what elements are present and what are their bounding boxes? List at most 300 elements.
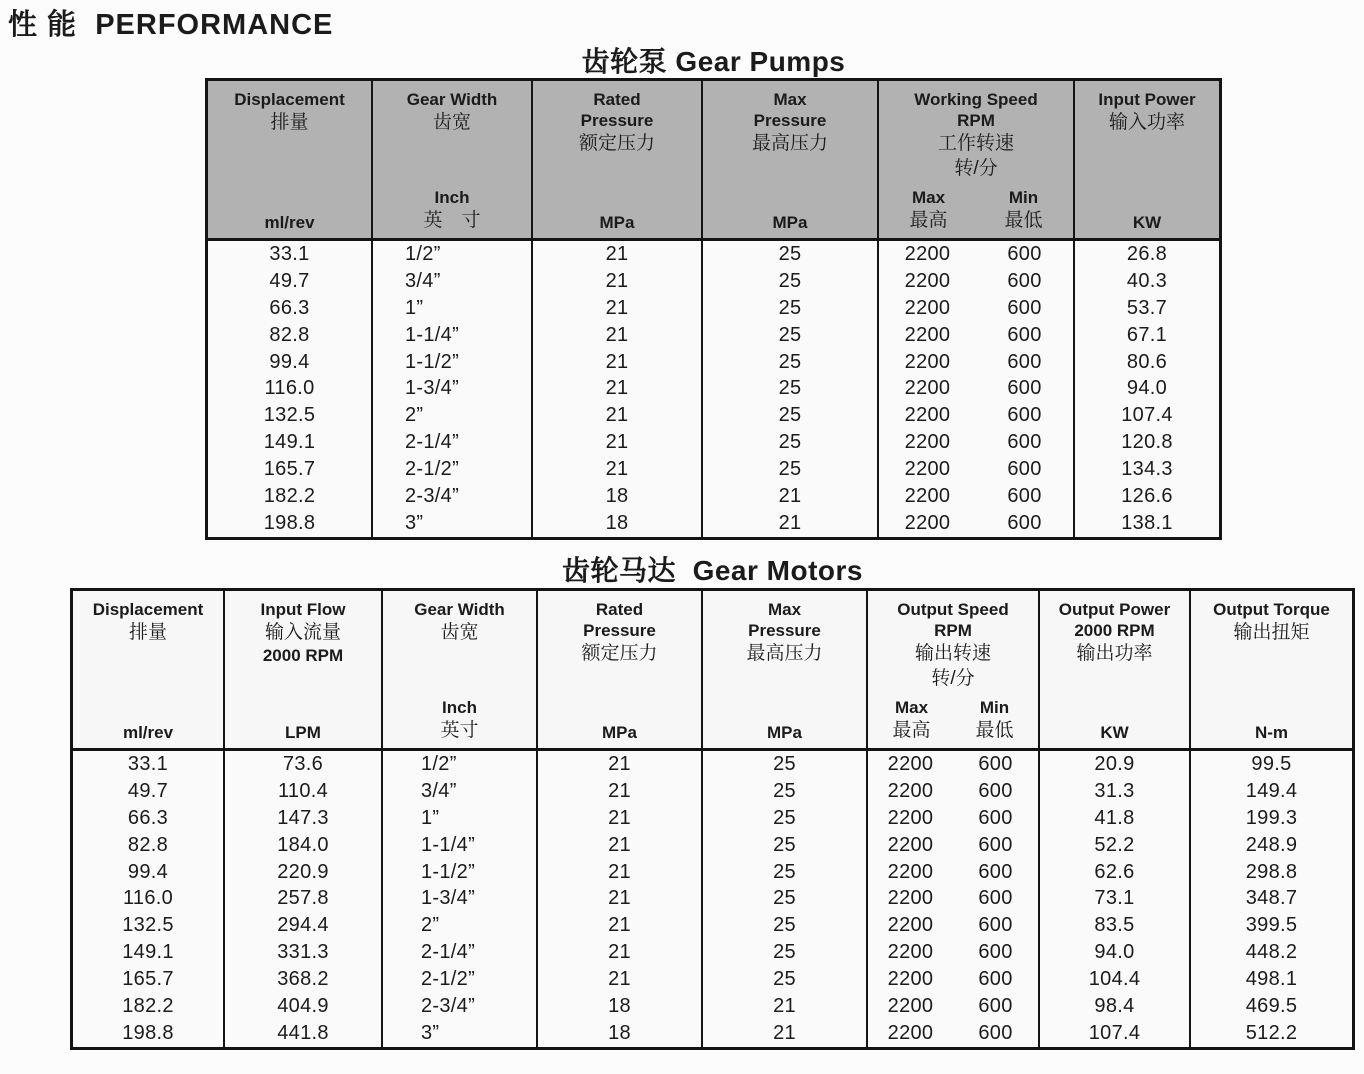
header-label: Pressure: [748, 621, 821, 640]
table-row: [208, 241, 1219, 268]
header-label: 最低: [1004, 210, 1043, 231]
cell-value: 2200: [887, 914, 934, 937]
header-label: 转/分: [954, 158, 998, 179]
cell-value: 2200: [904, 350, 951, 373]
table-row: [73, 912, 1352, 939]
cell-rated-pressure: 21: [533, 268, 703, 295]
cell-output-torque: 399.5: [1245, 914, 1298, 937]
cell-value: 2200: [887, 833, 934, 856]
cell-displacement: 82.8: [208, 322, 373, 349]
cell-input-power: 134.3: [1121, 458, 1173, 481]
cell-output-torque: 348.7: [1245, 887, 1298, 910]
table-row: [208, 510, 1219, 537]
header-rated-pressure: [538, 591, 703, 748]
cell-max-pressure: 25: [703, 376, 879, 403]
cell-value: 2200: [904, 512, 951, 535]
cell-value: 600: [978, 752, 1013, 775]
header-label: 额定压力: [581, 643, 658, 664]
cell-displacement: 99.4: [73, 859, 225, 886]
cell-displacement: 132.5: [208, 402, 373, 429]
cell-value: 600: [978, 1022, 1013, 1045]
cell-max-pressure: 21: [703, 993, 868, 1020]
cell-input-power: 120.8: [1121, 431, 1173, 454]
header-displacement: [73, 591, 225, 748]
cell-input-flow: 73.6: [225, 751, 383, 778]
header-label: Gear Width: [414, 600, 505, 619]
gear-pumps-title-en: Gear Pumps: [675, 46, 846, 77]
cell-output-power: 83.5: [1040, 912, 1191, 939]
cell-displacement: 149.1: [73, 939, 225, 966]
cell-input-power: 26.8: [1126, 242, 1168, 265]
header-output-torque: [1191, 591, 1352, 748]
page-title-en: PERFORMANCE: [95, 9, 334, 41]
cell-input-flow: 331.3: [225, 939, 383, 966]
header-label: Displacement: [92, 600, 204, 619]
header-rated-pressure: [533, 81, 703, 238]
gear-motors-title-en: Gear Motors: [692, 555, 863, 586]
cell-value: 600: [978, 779, 1013, 802]
table-row: [73, 993, 1352, 1020]
header-label: Min: [1008, 188, 1039, 207]
cell-displacement: 198.8: [73, 1020, 225, 1047]
cell-value: 2200: [904, 377, 951, 400]
cell-gear-width: 1-1/4”: [383, 832, 538, 859]
cell-input-flow: 147.3: [225, 805, 383, 832]
cell-gear-width: 3”: [383, 1020, 538, 1047]
cell-rated-pressure: 21: [533, 295, 703, 322]
table-row: [73, 832, 1352, 859]
cell-gear-width: 3/4”: [383, 778, 538, 805]
cell-value: 600: [978, 806, 1013, 829]
cell-value: 600: [978, 887, 1013, 910]
table-row: [208, 295, 1219, 322]
cell-gear-width: 2”: [373, 402, 533, 429]
header-label: 齿宽: [432, 112, 471, 133]
cell-max-pressure: 25: [703, 778, 868, 805]
cell-displacement: 49.7: [73, 778, 225, 805]
cell-input-power: 40.3: [1126, 269, 1168, 292]
header-label: Pressure: [580, 111, 654, 130]
cell-gear-width: 2-1/4”: [383, 939, 538, 966]
cell-value: 600: [978, 860, 1013, 883]
header-label: 转/分: [931, 668, 975, 689]
cell-value: 2200: [887, 995, 934, 1018]
gear-motors-title-zh: 齿轮马达: [561, 555, 676, 586]
header-unit: LPM: [285, 723, 321, 742]
cell-gear-width: 1-1/2”: [383, 859, 538, 886]
cell-gear-width: 2-1/2”: [383, 966, 538, 993]
cell-max-pressure: 25: [703, 241, 879, 268]
header-speed-min: [976, 187, 1071, 233]
header-label: 2000 RPM: [1074, 621, 1155, 640]
cell-value: 2200: [887, 887, 934, 910]
header-label: 最高: [909, 210, 948, 231]
cell-value: 600: [1007, 512, 1042, 535]
header-speed-max: [881, 187, 976, 233]
header-label: Min: [979, 698, 1010, 717]
cell-max-pressure: 25: [703, 322, 879, 349]
cell-max-pressure: 25: [703, 402, 879, 429]
cell-output-speed: [868, 859, 1040, 886]
cell-displacement: 66.3: [208, 295, 373, 322]
cell-rated-pressure: 18: [538, 993, 703, 1020]
cell-gear-width: 1-3/4”: [373, 376, 533, 403]
cell-input-power: 67.1: [1126, 323, 1168, 346]
cell-max-pressure: 25: [703, 966, 868, 993]
cell-value: 600: [1007, 377, 1042, 400]
cell-output-power: 41.8: [1040, 805, 1191, 832]
cell-rated-pressure: 21: [533, 376, 703, 403]
cell-max-pressure: 21: [703, 483, 879, 510]
cell-value: 600: [978, 968, 1013, 991]
cell-value: 2200: [904, 404, 951, 427]
gear-pumps-table: [205, 78, 1222, 540]
cell-rated-pressure: 18: [533, 510, 703, 537]
cell-input-power: 126.6: [1121, 485, 1173, 508]
cell-rated-pressure: 21: [533, 456, 703, 483]
cell-displacement: 132.5: [73, 912, 225, 939]
cell-displacement: 198.8: [208, 510, 373, 537]
cell-gear-width: 1-1/4”: [373, 322, 533, 349]
header-label: Pressure: [753, 111, 827, 130]
cell-max-pressure: 25: [703, 295, 879, 322]
cell-value: 2200: [904, 485, 951, 508]
table-row: [208, 268, 1219, 295]
cell-max-pressure: 25: [703, 456, 879, 483]
cell-working-speed: [879, 241, 1075, 268]
header-label: 输入功率: [1108, 112, 1185, 133]
cell-rated-pressure: 21: [533, 402, 703, 429]
cell-value: 2200: [904, 242, 951, 265]
header-speed-min: [953, 697, 1036, 743]
header-unit: MPa: [602, 723, 637, 742]
cell-working-speed: [879, 349, 1075, 376]
cell-output-torque: 199.3: [1245, 806, 1298, 829]
cell-max-pressure: 21: [703, 1020, 868, 1047]
cell-working-speed: [879, 429, 1075, 456]
header-unit: MPa: [767, 723, 802, 742]
cell-input-flow: 220.9: [225, 859, 383, 886]
header-unit: MPa: [599, 213, 635, 232]
header-label: RPM: [934, 621, 972, 640]
cell-output-power: 73.1: [1040, 886, 1191, 913]
table-row: [73, 778, 1352, 805]
header-label: 最低: [975, 720, 1014, 741]
header-label: 最高: [892, 720, 931, 741]
gear-pumps-title: [205, 40, 1222, 80]
header-label: 最高压力: [751, 133, 828, 154]
cell-output-torque: 248.9: [1245, 833, 1298, 856]
header-label: 输出扭矩: [1233, 622, 1310, 643]
cell-working-speed: [879, 483, 1075, 510]
cell-max-pressure: 21: [703, 510, 879, 537]
cell-rated-pressure: 21: [538, 939, 703, 966]
header-label: 输入流量: [264, 622, 341, 643]
header-output-power: [1040, 591, 1191, 748]
cell-rated-pressure: 18: [538, 1020, 703, 1047]
cell-input-flow: 257.8: [225, 886, 383, 913]
header-label: 排量: [270, 112, 309, 133]
cell-rated-pressure: 21: [538, 778, 703, 805]
cell-gear-width: 2-3/4”: [383, 993, 538, 1020]
cell-value: 2200: [904, 431, 951, 454]
cell-output-power: 98.4: [1040, 993, 1191, 1020]
header-label: 输出转速: [914, 643, 991, 664]
cell-input-flow: 110.4: [225, 778, 383, 805]
cell-output-speed: [868, 912, 1040, 939]
header-label: 额定压力: [578, 133, 655, 154]
cell-displacement: 149.1: [208, 429, 373, 456]
header-label: RPM: [957, 111, 995, 130]
cell-max-pressure: 25: [703, 912, 868, 939]
table-row: [73, 886, 1352, 913]
cell-displacement: 116.0: [73, 886, 225, 913]
cell-value: 2200: [904, 458, 951, 481]
cell-gear-width: 1-1/2”: [373, 349, 533, 376]
cell-rated-pressure: 21: [533, 241, 703, 268]
header-unit: ml/rev: [264, 213, 315, 232]
header-label: 工作转速: [937, 133, 1014, 154]
cell-input-flow: 441.8: [225, 1020, 383, 1047]
header-unit: MPa: [772, 213, 808, 232]
cell-gear-width: 1/2”: [383, 751, 538, 778]
cell-max-pressure: 25: [703, 268, 879, 295]
table-row: [73, 966, 1352, 993]
header-unit: KW: [1132, 213, 1162, 232]
page-title-zh: 性 能: [8, 9, 78, 41]
header-gear-width: [373, 81, 533, 238]
header-unit: 英寸: [440, 720, 479, 741]
cell-value: 600: [1007, 323, 1042, 346]
cell-output-torque: 448.2: [1245, 941, 1298, 964]
cell-displacement: 182.2: [73, 993, 225, 1020]
cell-input-flow: 184.0: [225, 832, 383, 859]
header-gear-width: [383, 591, 538, 748]
cell-output-speed: [868, 805, 1040, 832]
header-working-speed: [879, 81, 1075, 238]
cell-max-pressure: 25: [703, 805, 868, 832]
header-label: Max: [773, 90, 807, 109]
header-label: 2000 RPM: [262, 646, 344, 665]
cell-output-torque: 298.8: [1245, 860, 1298, 883]
header-label: Working Speed: [914, 90, 1038, 109]
header-label: Input Flow: [260, 600, 346, 619]
header-unit: KW: [1100, 723, 1129, 742]
cell-input-power: 53.7: [1126, 296, 1168, 319]
cell-input-flow: 368.2: [225, 966, 383, 993]
cell-value: 2200: [887, 968, 934, 991]
cell-output-torque: 99.5: [1251, 752, 1292, 775]
gear-motors-table-body: [73, 751, 1352, 1047]
header-label: Max: [894, 698, 929, 717]
table-row: [208, 322, 1219, 349]
table-row: [208, 483, 1219, 510]
table-row: [208, 402, 1219, 429]
cell-max-pressure: 25: [703, 429, 879, 456]
cell-displacement: 165.7: [73, 966, 225, 993]
cell-gear-width: 1/2”: [373, 241, 533, 268]
cell-displacement: 49.7: [208, 268, 373, 295]
cell-rated-pressure: 21: [533, 429, 703, 456]
header-label: 排量: [128, 622, 167, 643]
gear-motors-title: [70, 549, 1355, 589]
cell-value: 600: [1007, 242, 1042, 265]
gear-pumps-table-header: [208, 81, 1219, 241]
cell-max-pressure: 25: [703, 886, 868, 913]
cell-displacement: 116.0: [208, 376, 373, 403]
cell-displacement: 66.3: [73, 805, 225, 832]
cell-output-speed: [868, 939, 1040, 966]
cell-rated-pressure: 21: [538, 751, 703, 778]
cell-gear-width: 2-1/4”: [373, 429, 533, 456]
cell-input-power: 80.6: [1126, 350, 1168, 373]
header-label: Displacement: [234, 90, 345, 109]
cell-rated-pressure: 21: [538, 859, 703, 886]
cell-max-pressure: 25: [703, 751, 868, 778]
header-unit: ml/rev: [122, 723, 174, 742]
cell-working-speed: [879, 402, 1075, 429]
cell-value: 600: [978, 941, 1013, 964]
cell-input-power: 138.1: [1121, 512, 1173, 535]
cell-output-power: 104.4: [1040, 966, 1191, 993]
cell-input-power: 107.4: [1121, 404, 1173, 427]
cell-output-speed: [868, 832, 1040, 859]
header-label: Pressure: [583, 621, 656, 640]
cell-working-speed: [879, 510, 1075, 537]
cell-output-torque: 469.5: [1245, 995, 1298, 1018]
cell-displacement: 33.1: [73, 751, 225, 778]
table-row: [73, 751, 1352, 778]
cell-value: 600: [978, 995, 1013, 1018]
cell-value: 2200: [904, 296, 951, 319]
cell-displacement: 33.1: [208, 241, 373, 268]
cell-output-power: 52.2: [1040, 832, 1191, 859]
cell-working-speed: [879, 456, 1075, 483]
header-speed-max: [870, 697, 953, 743]
cell-gear-width: 2-1/2”: [373, 456, 533, 483]
cell-rated-pressure: 21: [533, 349, 703, 376]
table-row: [208, 376, 1219, 403]
cell-gear-width: 1”: [373, 295, 533, 322]
cell-output-torque: 149.4: [1245, 779, 1298, 802]
header-displacement: [208, 81, 373, 238]
cell-rated-pressure: 21: [538, 886, 703, 913]
gear-pumps-title-zh: 齿轮泵: [581, 46, 668, 77]
cell-value: 600: [1007, 458, 1042, 481]
cell-rated-pressure: 21: [538, 805, 703, 832]
table-row: [73, 939, 1352, 966]
cell-output-speed: [868, 886, 1040, 913]
page-title: [8, 2, 333, 43]
header-label: Gear Width: [406, 90, 498, 109]
header-unit: Inch: [442, 698, 477, 717]
cell-displacement: 182.2: [208, 483, 373, 510]
cell-output-power: 107.4: [1040, 1020, 1191, 1047]
gear-pumps-table-body: [208, 241, 1219, 537]
header-label: Output Power: [1058, 600, 1171, 619]
cell-max-pressure: 25: [703, 859, 868, 886]
cell-working-speed: [879, 268, 1075, 295]
cell-max-pressure: 25: [703, 832, 868, 859]
cell-output-speed: [868, 993, 1040, 1020]
header-unit: Inch: [434, 188, 470, 207]
gear-motors-table-header: [73, 591, 1352, 751]
table-row: [208, 429, 1219, 456]
cell-value: 2200: [887, 941, 934, 964]
header-input-flow: [225, 591, 383, 748]
cell-gear-width: 3”: [373, 510, 533, 537]
table-row: [73, 859, 1352, 886]
cell-input-power: 94.0: [1126, 377, 1168, 400]
cell-value: 600: [1007, 350, 1042, 373]
cell-displacement: 99.4: [208, 349, 373, 376]
header-label: Max: [767, 600, 802, 619]
cell-displacement: 165.7: [208, 456, 373, 483]
header-label: 齿宽: [440, 622, 479, 643]
table-row: [208, 349, 1219, 376]
cell-value: 2200: [887, 1022, 934, 1045]
cell-value: 600: [1007, 485, 1042, 508]
table-row: [208, 456, 1219, 483]
header-label: 最高压力: [746, 643, 823, 664]
cell-gear-width: 1-3/4”: [383, 886, 538, 913]
header-output-speed: [868, 591, 1040, 748]
cell-input-flow: 404.9: [225, 993, 383, 1020]
cell-rated-pressure: 21: [538, 912, 703, 939]
header-input-power: [1075, 81, 1219, 238]
cell-working-speed: [879, 322, 1075, 349]
cell-value: 2200: [904, 269, 951, 292]
cell-max-pressure: 25: [703, 939, 868, 966]
cell-output-power: 20.9: [1040, 751, 1191, 778]
cell-gear-width: 1”: [383, 805, 538, 832]
table-row: [73, 805, 1352, 832]
cell-value: 2200: [887, 779, 934, 802]
cell-value: 600: [1007, 269, 1042, 292]
header-label: Input Power: [1098, 90, 1196, 109]
header-unit: 英 寸: [423, 210, 481, 231]
cell-output-torque: 512.2: [1245, 1022, 1298, 1045]
cell-value: 2200: [887, 806, 934, 829]
header-label: Max: [911, 188, 946, 207]
header-label: Output Speed: [897, 600, 1009, 619]
cell-output-speed: [868, 966, 1040, 993]
header-max-pressure: [703, 591, 868, 748]
cell-input-flow: 294.4: [225, 912, 383, 939]
cell-output-power: 94.0: [1040, 939, 1191, 966]
cell-output-speed: [868, 778, 1040, 805]
gear-motors-table: [70, 588, 1355, 1050]
cell-max-pressure: 25: [703, 349, 879, 376]
cell-value: 2200: [887, 752, 934, 775]
header-label: Output Torque: [1213, 600, 1330, 619]
cell-value: 600: [1007, 296, 1042, 319]
table-row: [73, 1020, 1352, 1047]
cell-output-speed: [868, 1020, 1040, 1047]
cell-output-power: 31.3: [1040, 778, 1191, 805]
cell-rated-pressure: 18: [533, 483, 703, 510]
header-label: 输出功率: [1076, 643, 1153, 664]
header-max-pressure: [703, 81, 879, 238]
cell-output-torque: 498.1: [1245, 968, 1298, 991]
cell-gear-width: 3/4”: [373, 268, 533, 295]
cell-value: 2200: [887, 860, 934, 883]
cell-value: 600: [1007, 404, 1042, 427]
cell-output-speed: [868, 751, 1040, 778]
header-unit: N-m: [1254, 723, 1289, 742]
cell-working-speed: [879, 295, 1075, 322]
cell-rated-pressure: 21: [538, 832, 703, 859]
